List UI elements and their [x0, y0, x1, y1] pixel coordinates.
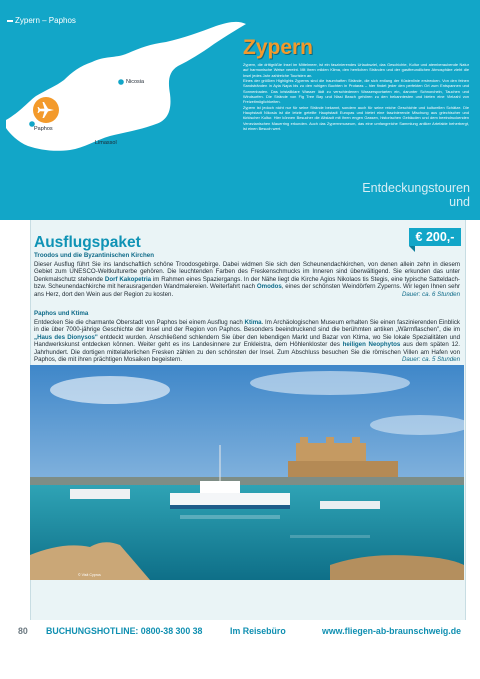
travel-agency-label: Im Reisebüro: [230, 626, 286, 636]
harbour-photo: [30, 365, 464, 580]
header-banner: [0, 0, 480, 220]
tours-heading: [362, 181, 470, 209]
city-label-paphos: Paphos: [34, 126, 53, 132]
tours-heading-line1: Entdeckungstouren: [362, 181, 470, 195]
excursion-paphos: [34, 310, 460, 364]
website-link[interactable]: www.fliegen-ab-braunschweig.de: [322, 626, 461, 636]
intro-paragraph: Zypern, die drittgrößte Insel im Mittelmeer, ist ein faszinierendes Urlaubsziel, das Geschichte, Kultur und atemberaubende Natur auf harmonische Weise vereint. Mit ihren milden Klima, den herrlichen Stränden und der gastfreundlichen Atmosphäre zieht die Insel jedes Jahr zahlreiche Touristen an.: [243, 62, 469, 78]
intro-text: [243, 62, 469, 131]
excursion-duration: Dauer: ca. 6 Stunden: [401, 290, 460, 298]
breadcrumb-text: Zypern – Paphos: [15, 16, 76, 25]
excursion-title: Troodos und die Byzantinischen Kirchen: [34, 252, 154, 259]
intro-paragraph: Zypern ist jedoch nicht nur für seine Strände bekannt, sondern auch für seine reiche Geschichte und kulturellen Schätze. Die Hauptstadt Nikosia ist die letzte geteilte Hauptstadt Europas und bietet eine faszinierende Mischung aus griechischer und türkischer Kultur. Hier können Besucher die Altstadt mit ihren engen Gassen, historischen Gebäuden und dem beeindruckenden Venezianischen Mauerring erkunden. Auch das Zyperrnmuseum, das eine umfangreiche Sammlung antiker Artefakte beherbergt, ist einen Besuch wert.: [243, 104, 469, 132]
page-title: Zypern: [243, 36, 314, 59]
price-badge: € 200,-: [409, 228, 461, 246]
excursion-text: Dieser Ausflug führt Sie ins landschaftlich schöne Troodosgebirge. Dabei widmen Sie sich den Scheunendachkirchen, von denen allein zehn in diesem Gebiet zum UNESCO-Weltkulturerbe gehören. Die leuchtenden Farben des Freskenschmucks im Inneren sind überwältigend. Sie erkunden das unter Denkmalschutz stehende Dorf Kakopetria im Rahmen eines Spaziergangs. In der Nähe liegt die Kirche Agios Nikolaos tis Stegis, eine typische Satteldach- bzw. Scheunendachkirche mit herausragenden Wandmalereien. Weiterfahrt nach Omodos, eines der schönsten Weindörfern Zyperns. Wir legen Ihnen sehr ans Herz, dort den Wein aus der Region zu kosten. Dauer: ca. 6 Stunden: [34, 260, 460, 298]
excursion-troodos: [34, 252, 460, 298]
intro-paragraph: Eines der größten Highlights Zyperns sind die traumhaften Strände, die sich entlang der Küstenlinie erstrecken. Von den feinen Sandstränden in Ayia Napa bis zu den ruhigen Buchten in Protaras – hier findet jeder den perfekten Ort zum Entspannen und Sonnenbaden. Das kristallklare Wasser lädt zu verschiedenen Wassersportarten ein, darunter Schnorcheln, Tauchen und Windsurfen. Die Strände von Fig Tree Bay und Nissi Beach gehören zu den bekanntesten und bieten eine Vielzahl von Freizeitmöglichkeiten.: [243, 78, 469, 105]
excursion-text: Entdecken Sie die charmante Oberstadt von Paphos bei einem Ausflug nach Ktima. Im Archäologischen Museum erhalten Sie einen faszinierenden Einblick in die über 7000-jährige Geschichte der Insel und der Region von Paphos. Besonders beeindruckend sind die berühmten antiken „Wärmflaschen", die im „Haus des Dionysos" entdeckt wurden. Anschließend schlendern Sie über den lebendigen Markt und Bazar von Ktima, wo Sie lokale Spezialitäten und Handwerkskunst entdecken können. Weiter geht es ins Landesinnere zur Enkleistra, dem Höhlenkloster des heiligen Neophytos aus dem späten 12. Jahrhundert. Die dortigen mittelalterlichen Fresken zählen zu den schönsten der Insel. Zum Abschluss besuchen Sie die römischen Villen am Hafen von Paphos, die mit ihren prächtigen Mosaiken begeistern. Dauer: ca. 5 Stunden: [34, 318, 460, 363]
breadcrumb: [7, 16, 76, 25]
footer: [0, 626, 480, 644]
tours-heading-line2: und: [449, 195, 470, 209]
photo-credit: © Visit Cyprus: [78, 573, 101, 577]
excursion-duration: Dauer: ca. 5 Stunden: [401, 356, 460, 363]
package-title: Ausflugspaket: [34, 234, 141, 251]
excursion-title: Paphos und Ktima: [34, 310, 89, 317]
page-number: 80: [18, 626, 28, 636]
city-label-limassol: Limassol: [95, 140, 117, 146]
city-label-nicosia: Nicosia: [126, 79, 145, 85]
limassol-dot: [87, 145, 93, 151]
booking-hotline[interactable]: BUCHUNGSHOTLINE: 0800-38 300 38: [46, 626, 203, 636]
nicosia-dot: [118, 79, 124, 85]
